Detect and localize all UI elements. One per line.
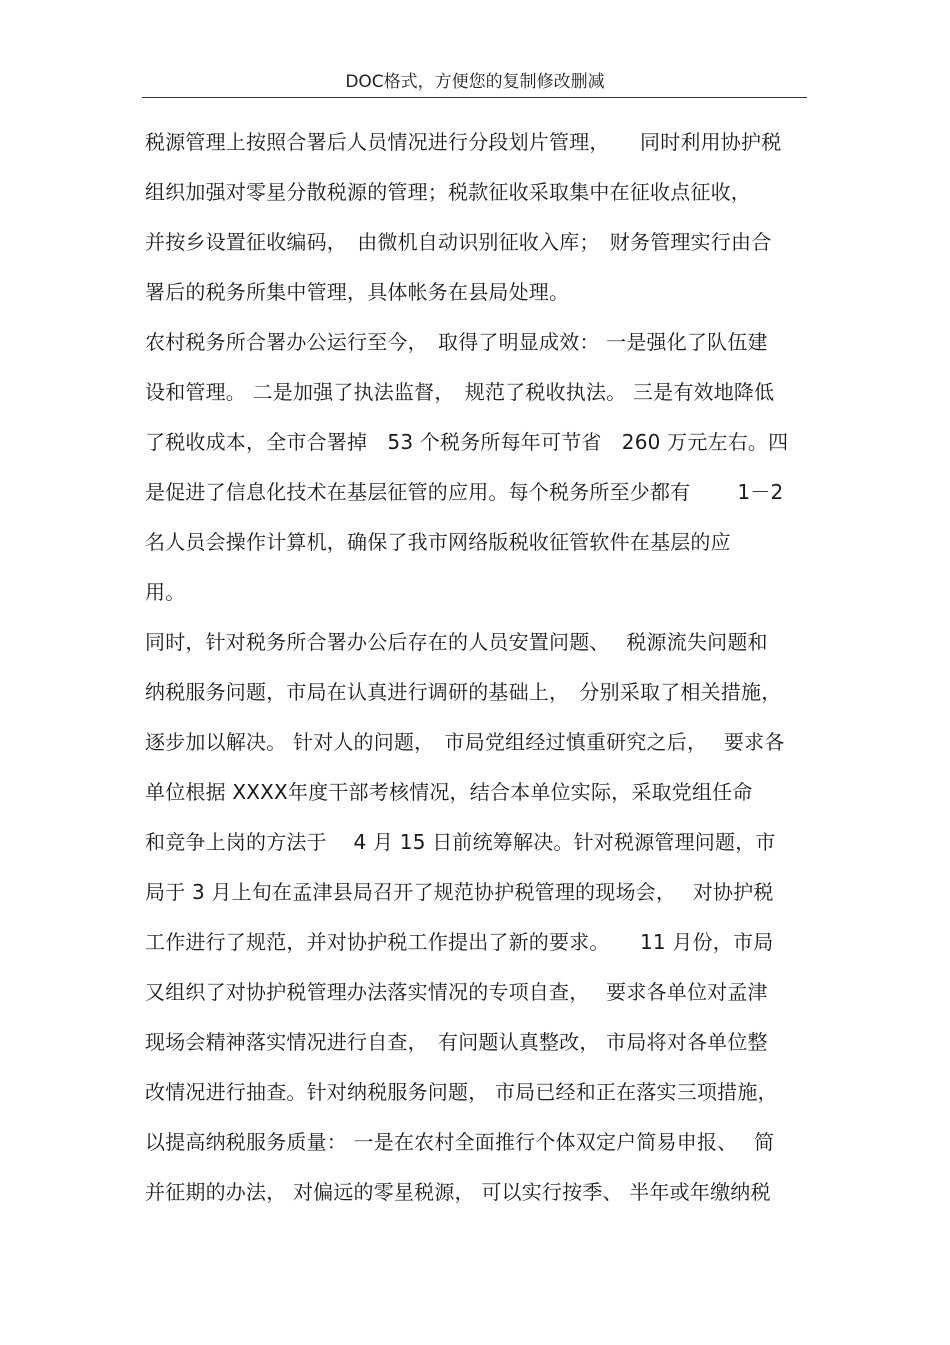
text-line: 以提高纳税服务质量： 一是在农村全面推行个体双定户简易申报、 简: [145, 1130, 775, 1154]
text-line: 单位根据 XXXX年度干部考核情况，结合本单位实际，采取党组任命: [145, 780, 753, 804]
text-line: 局于 3 月上旬在孟津县局召开了规范协护税管理的现场会， 对协护税: [145, 880, 774, 904]
document-body: [145, 122, 825, 1222]
text-line: 税源管理上按照合署后人员情况进行分段划片管理， 同时利用协护税: [145, 130, 782, 154]
text-line: 是促进了信息化技术在基层征管的应用。每个税务所至少都有 1－2: [145, 480, 784, 504]
text-line: 并征期的办法， 对偏远的零星税源， 可以实行按季、 半年或年缴纳税: [145, 1180, 771, 1204]
text-line: 农村税务所合署办公运行至今， 取得了明显成效： 一是强化了队伍建: [145, 330, 768, 354]
text-line: 逐步加以解决。 针对人的问题， 市局党组经过慎重研究之后， 要求各: [145, 730, 785, 754]
text-line: 用。: [145, 580, 186, 604]
text-line: 设和管理。 二是加强了执法监督， 规范了税收执法。 三是有效地降低: [145, 380, 775, 404]
text-line: 并按乡设置征收编码， 由微机自动识别征收入库； 财务管理实行由合: [145, 230, 772, 254]
text-line: 了税收成本，全市合署掉 53 个税务所每年可节省 260 万元左右。四: [145, 430, 789, 454]
page-header: DOC格式，方便您的复制修改删减: [345, 72, 605, 92]
text-line: 工作进行了规范，并对协护税工作提出了新的要求。 11 月份，市局: [145, 930, 774, 954]
text-line: 署后的税务所集中管理，具体帐务在县局处理。: [145, 280, 570, 304]
text-line: 和竞争上岗的方法于 4 月 15 日前统筹解决。针对税源管理问题，市: [145, 830, 776, 854]
text-line: 现场会精神落实情况进行自查， 有问题认真整改， 市局将对各单位整: [145, 1030, 768, 1054]
text-line: 纳税服务问题，市局在认真进行调研的基础上， 分别采取了相关措施，: [145, 680, 782, 704]
text-line: 改情况进行抽查。针对纳税服务问题， 市局已经和正在落实三项措施，: [145, 1080, 778, 1104]
header-divider: [142, 97, 807, 98]
text-line: 同时，针对税务所合署办公后存在的人员安置问题、 税源流失问题和: [145, 630, 768, 654]
text-line: 又组织了对协护税管理办法落实情况的专项自查， 要求各单位对孟津: [145, 980, 768, 1004]
text-line: 名人员会操作计算机，确保了我市网络版税收征管软件在基层的应: [145, 530, 731, 554]
text-line: 组织加强对零星分散税源的管理；税款征收采取集中在征收点征收，: [145, 180, 751, 204]
